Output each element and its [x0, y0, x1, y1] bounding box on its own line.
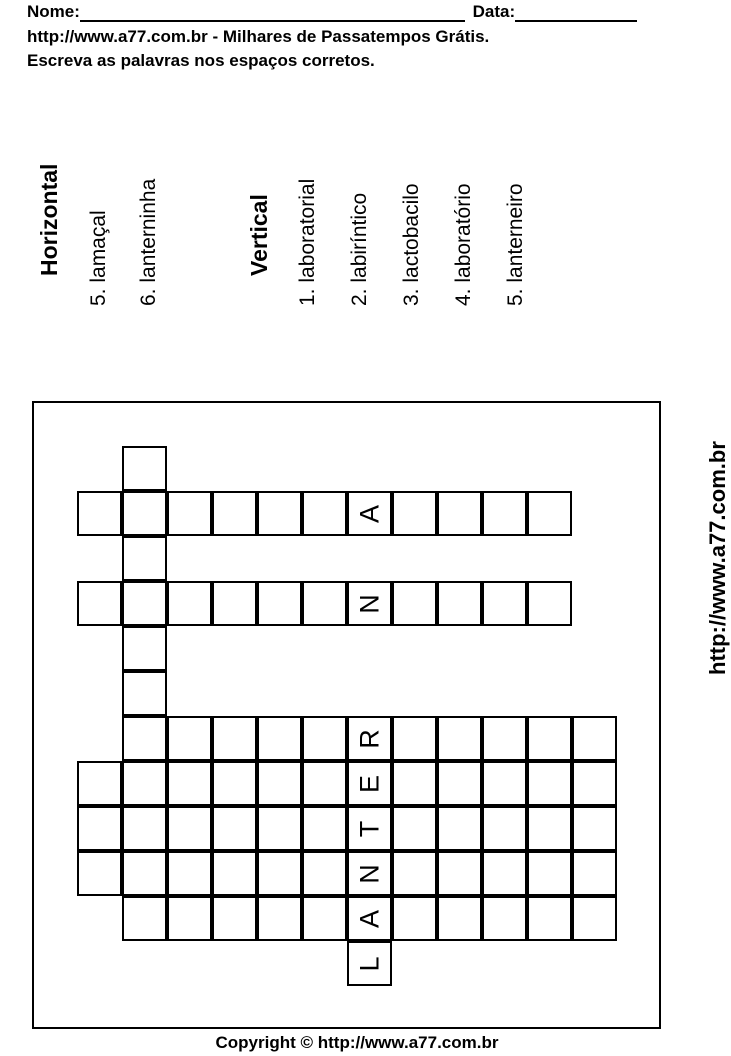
name-label: Nome:: [27, 2, 80, 21]
crossword-cell[interactable]: [122, 806, 167, 851]
site-line: http://www.a77.com.br - Milhares de Passatempos Grátis.: [27, 27, 490, 46]
cell-letter: A: [354, 504, 384, 523]
cell-letter: R: [354, 728, 384, 749]
name-field[interactable]: [80, 2, 465, 22]
crossword-cell[interactable]: [212, 581, 257, 626]
crossword-cell[interactable]: [212, 851, 257, 896]
crossword-cell[interactable]: [167, 851, 212, 896]
crossword-cell[interactable]: [257, 896, 302, 941]
crossword-cell[interactable]: [392, 716, 437, 761]
crossword-cell[interactable]: [257, 581, 302, 626]
crossword-cell[interactable]: [302, 716, 347, 761]
date-field[interactable]: [515, 2, 637, 22]
crossword-cell[interactable]: [257, 491, 302, 536]
crossword-cell[interactable]: [392, 581, 437, 626]
crossword-cell[interactable]: [122, 491, 167, 536]
crossword-cell[interactable]: [212, 491, 257, 536]
crossword-cell[interactable]: [392, 851, 437, 896]
crossword-cell[interactable]: [77, 581, 122, 626]
crossword-cell[interactable]: [302, 896, 347, 941]
date-label: Data:: [472, 2, 516, 21]
crossword-cell[interactable]: [482, 581, 527, 626]
crossword-cell[interactable]: [572, 761, 617, 806]
side-url: http://www.a77.com.br: [705, 441, 730, 675]
vertical-clue: 3. lactobacilo: [400, 183, 423, 306]
cell-letter: E: [354, 774, 384, 793]
crossword-cell[interactable]: [527, 896, 572, 941]
crossword-cell[interactable]: [302, 851, 347, 896]
crossword-cell[interactable]: [437, 581, 482, 626]
crossword-cell[interactable]: [212, 716, 257, 761]
crossword-cell[interactable]: [437, 491, 482, 536]
horizontal-clue: 6. lanterninha: [137, 178, 160, 306]
crossword-cell[interactable]: [347, 896, 392, 941]
crossword-cell[interactable]: [302, 581, 347, 626]
crossword-cell[interactable]: [482, 896, 527, 941]
crossword-cell[interactable]: [347, 716, 392, 761]
crossword-cell[interactable]: [122, 626, 167, 671]
cell-letter: N: [354, 863, 384, 884]
cell-letter: T: [354, 820, 384, 837]
crossword-cell[interactable]: [257, 761, 302, 806]
crossword-cell[interactable]: [392, 761, 437, 806]
crossword-cell[interactable]: [302, 806, 347, 851]
crossword-cell[interactable]: [347, 761, 392, 806]
crossword-cell[interactable]: [392, 806, 437, 851]
vertical-title: Vertical: [246, 194, 272, 276]
crossword-cell[interactable]: [347, 491, 392, 536]
crossword-cell[interactable]: [122, 716, 167, 761]
crossword-cell[interactable]: [122, 581, 167, 626]
crossword-cell[interactable]: [257, 716, 302, 761]
cell-letter: N: [354, 593, 384, 614]
crossword-cell[interactable]: [122, 446, 167, 491]
instruction: Escreva as palavras nos espaços corretos.: [27, 51, 375, 70]
crossword-cell[interactable]: [257, 806, 302, 851]
crossword-cell[interactable]: [122, 851, 167, 896]
crossword-cell[interactable]: [212, 806, 257, 851]
crossword-cell[interactable]: [77, 761, 122, 806]
crossword-cell[interactable]: [347, 806, 392, 851]
crossword-cell[interactable]: [482, 716, 527, 761]
crossword-cell[interactable]: [122, 896, 167, 941]
crossword-cell[interactable]: [122, 761, 167, 806]
crossword-cell[interactable]: [482, 491, 527, 536]
crossword-cell[interactable]: [167, 761, 212, 806]
crossword-cell[interactable]: [77, 851, 122, 896]
crossword-cell[interactable]: [527, 851, 572, 896]
crossword-cell[interactable]: [122, 536, 167, 581]
vertical-clue: 5. lanterneiro: [504, 183, 527, 306]
crossword-cell[interactable]: [437, 896, 482, 941]
horizontal-clue: 5. lamaçal: [87, 210, 110, 306]
crossword-cell[interactable]: [437, 806, 482, 851]
cell-letter: L: [354, 955, 384, 972]
crossword-cell[interactable]: [527, 806, 572, 851]
horizontal-title: Horizontal: [36, 163, 62, 276]
crossword-cell[interactable]: [347, 941, 392, 986]
name-line: [27, 2, 637, 22]
crossword-cell[interactable]: [212, 896, 257, 941]
crossword-cell[interactable]: [167, 581, 212, 626]
crossword-cell[interactable]: [302, 761, 347, 806]
crossword-cell[interactable]: [302, 491, 347, 536]
crossword-cell[interactable]: [527, 716, 572, 761]
crossword-cell[interactable]: [392, 896, 437, 941]
copyright: Copyright © http://www.a77.com.br: [215, 1033, 499, 1052]
crossword-cell[interactable]: [527, 491, 572, 536]
crossword-cell[interactable]: [167, 491, 212, 536]
crossword-cell[interactable]: [572, 896, 617, 941]
crossword-cell[interactable]: [122, 671, 167, 716]
crossword-cell[interactable]: [572, 806, 617, 851]
crossword-cell[interactable]: [437, 761, 482, 806]
crossword-cell[interactable]: [77, 491, 122, 536]
crossword-cell[interactable]: [167, 716, 212, 761]
crossword-cell[interactable]: [167, 896, 212, 941]
crossword-cell[interactable]: [572, 851, 617, 896]
crossword-cell[interactable]: [572, 716, 617, 761]
crossword-cell[interactable]: [347, 851, 392, 896]
crossword-cell[interactable]: [257, 851, 302, 896]
crossword-cell[interactable]: [437, 716, 482, 761]
crossword-cell[interactable]: [212, 761, 257, 806]
crossword-cell[interactable]: [482, 806, 527, 851]
cell-letter: A: [354, 909, 384, 928]
crossword-cell[interactable]: [347, 581, 392, 626]
crossword-cell[interactable]: [527, 761, 572, 806]
crossword-cell[interactable]: [482, 851, 527, 896]
crossword-cell[interactable]: [482, 761, 527, 806]
vertical-clue: 4. laboratório: [452, 183, 475, 306]
crossword-cell[interactable]: [77, 806, 122, 851]
crossword-cell[interactable]: [167, 806, 212, 851]
crossword-cell[interactable]: [527, 581, 572, 626]
vertical-clue: 1. laboratorial: [296, 178, 319, 306]
vertical-clue: 2. labiríntico: [348, 192, 371, 306]
crossword-cell[interactable]: [437, 851, 482, 896]
crossword-cell[interactable]: [392, 491, 437, 536]
